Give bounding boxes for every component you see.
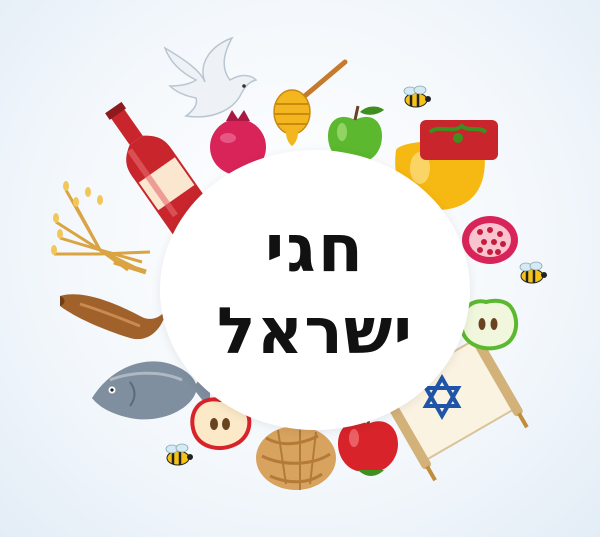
title-line-2: ישראל	[216, 295, 414, 369]
title-badge	[160, 150, 470, 430]
shofar-icon	[60, 294, 166, 339]
bee-icon	[404, 86, 431, 107]
title-line-1: חגי	[264, 210, 366, 287]
pomegranate-icon	[462, 216, 518, 264]
bee-icon	[520, 262, 547, 283]
menorah-icon	[51, 181, 150, 272]
apple-icon	[461, 301, 516, 348]
challah-icon	[256, 426, 336, 490]
dove-icon	[165, 38, 256, 117]
bee-icon	[166, 444, 193, 465]
